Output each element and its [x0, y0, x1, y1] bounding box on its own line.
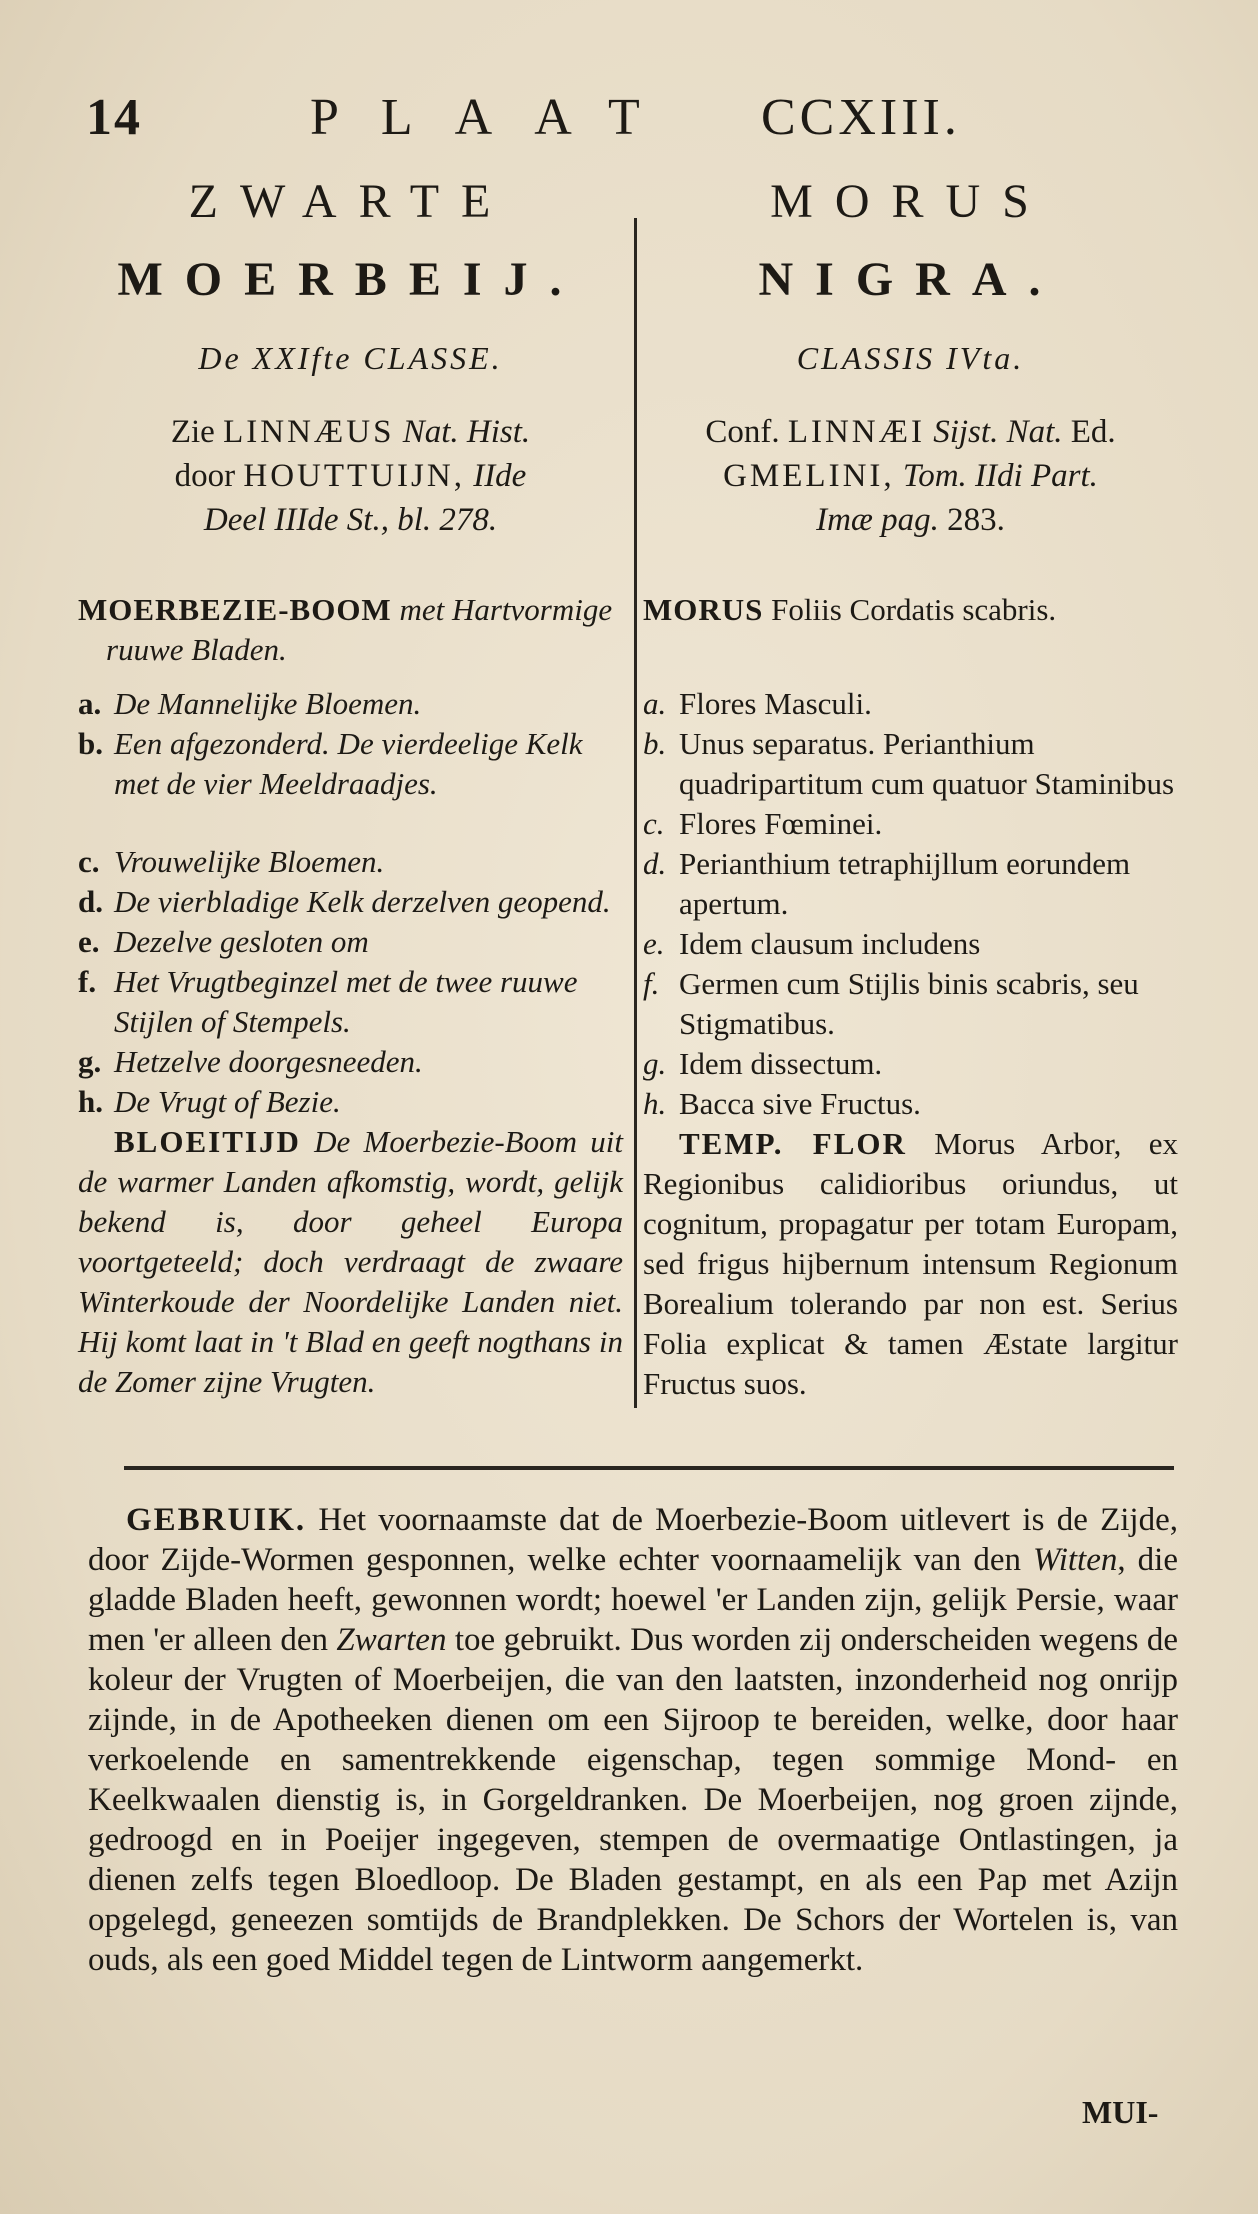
temp-flor-label: TEMP. FLOR [679, 1126, 907, 1161]
latin-item-list [643, 684, 1178, 1124]
horizontal-rule [124, 1466, 1174, 1470]
dutch-title-line1: ZWARTE [188, 175, 513, 228]
desc-rest: met Hartvormige [399, 592, 613, 627]
ref-door: door [174, 458, 236, 494]
ref-nat-hist: Nat. Hist. [402, 414, 531, 450]
list-item: f. Het Vrugtbeginzel met de twee ruuwe Stijlen of Stempels. [78, 964, 578, 1039]
list-item: b. Unus separatus. Perianthium quadripartitum cum quatuor Staminibus [643, 726, 1175, 801]
usage-paragraph [88, 1500, 1178, 1980]
plate-number: CCXIII. [761, 89, 961, 146]
usage-zwarten: Zwarten [336, 1622, 447, 1658]
bloei-label: BLOEITIJD [114, 1124, 301, 1159]
ref-bl: bl. 278. [397, 502, 498, 538]
page-header [78, 88, 978, 158]
dutch-description [78, 590, 623, 670]
latin-flowering-time [643, 1124, 1178, 1404]
usage-text-3: toe gebruikt. Dus worden zij onderscheiden wegens de koleur der Vrugten of Moerbeijen, die van den laatsten, inzonderheid nog onrijp zijnde, in de Apotheeken dienen om een Sijroop te bereiden, welke, door haar verkoelende en samentrekkende eigenschap, tegen sommige Mond- en Keelkwaalen dienstig is, in Gorgeldranken. De Moerbeijen, nog groen zijnde, gedroogd en in Poeijer ingegeven, stempen de overmaatige Ontlastingen, ja dienen zelfs tegen Bloedloop. De Bladen gestampt, en als een Pap met Azijn opgelegd, geneezen somtijds de Brandplekken. De Schors der Wortelen is, van ouds, als een goed Middel tegen de Lintworm aangemerkt. [88, 1622, 1179, 1978]
ref-ed: Ed. [1070, 414, 1116, 450]
ref-houttuijn: HOUTTUIJN, [243, 458, 465, 494]
desc-lead: MORUS [643, 592, 764, 627]
list-item: e. Idem clausum includens [643, 926, 981, 961]
column-divider [634, 218, 637, 1408]
list-item: h. Bacca sive Fructus. [643, 1086, 921, 1121]
ref-zie: Zie [170, 414, 215, 450]
latin-description [643, 590, 1178, 670]
ref-deel: Deel IIIde St., [203, 502, 389, 538]
list-item: b. Een afgezonderd. De vierdeelige Kelk met de vier Meeldraadjes. [78, 726, 583, 801]
page-number: 14 [86, 89, 142, 146]
catchword: MUI- [1082, 2094, 1159, 2130]
ref-linnaei: LINNÆI [787, 414, 925, 450]
latin-classis: CLASSIS IVta. [796, 340, 1025, 376]
list-item: h. De Vrugt of Bezie. [78, 1084, 341, 1119]
list-item: d. Perianthium tetraphijllum eorundem apertum. [643, 846, 1131, 921]
desc-lead: MOERBEZIE-BOOM [78, 592, 392, 627]
ref-deel-ord: IIde [473, 458, 527, 494]
list-item: f. Germen cum Stijlis binis scabris, seu Stigmatibus. [643, 966, 1139, 1041]
plate-label: PLAAT [310, 89, 682, 146]
latin-reference [643, 410, 1178, 542]
dutch-item-list [78, 684, 623, 1122]
latin-title-line2: NIGRA. [758, 253, 1063, 306]
usage-text-1: Het voornaamste dat de Moerbezie-Boom uitlevert is de Zijde, door Zijde-Wormen gesponnen, welke echter voornaamelijk van den [88, 1502, 1178, 1578]
latin-column [643, 170, 1178, 1404]
bloei-text: De Moerbezie-Boom uit de warmer Landen afkomstig, wordt, gelijk bekend is, door geheel Europa voortgeteeld; doch verdraagt de zwaare Winterkoude der Noordelijke Landen niet. Hij komt laat in 't Blad en geeft nogthans in de Zomer zijne Vrugten. [78, 1124, 623, 1399]
desc-rest: Foliis Cordatis scabris. [771, 592, 1057, 627]
desc-cont: ruuwe Bladen. [106, 632, 287, 667]
ref-conf: Conf. [705, 414, 780, 450]
list-item: e. Dezelve gesloten om [78, 924, 369, 959]
list-item: a. Flores Masculi. [643, 686, 872, 721]
usage-witten: Witten [1033, 1542, 1118, 1578]
ref-sijst: Sijst. Nat. [933, 414, 1063, 450]
dutch-title-line2: MOERBEIJ. [117, 253, 584, 306]
dutch-reference [78, 410, 623, 542]
list-item: c. Flores Fœminei. [643, 806, 883, 841]
list-item: g. Idem dissectum. [643, 1046, 883, 1081]
temp-flor-text: Morus Arbor, ex Regionibus calidioribus oriundus, ut cognitum, propagatur per totam Europam, sed frigus hijbernum intensum Regionum Borealium tolerando par non est. Serius Folia explicat & tamen Æstate largitur Fructus suos. [643, 1126, 1178, 1401]
ref-linnaeus: LINNÆUS [223, 414, 395, 450]
ref-pag: 283. [947, 502, 1005, 538]
dutch-classe: De XXIfte CLASSE. [198, 340, 503, 376]
latin-title-line1: MORUS [770, 175, 1051, 228]
usage-label: GEBRUIK. [126, 1502, 307, 1538]
ref-gmelini: GMELINI, [723, 458, 895, 494]
dutch-flowering-time [78, 1122, 623, 1402]
list-item: c. Vrouwelijke Bloemen. [78, 844, 385, 879]
ref-imae: Imæ pag. [816, 502, 939, 538]
dutch-column [78, 170, 623, 1402]
list-item: a. De Mannelijke Bloemen. [78, 686, 422, 721]
list-item: d. De vierbladige Kelk derzelven geopend. [78, 884, 611, 919]
usage-text-2: , die gladde Bladen heeft, gewonnen wordt; hoewel 'er Landen zijn, gelijk Persie, waar men 'er alleen den [88, 1542, 1178, 1658]
ref-tom: Tom. IIdi Part. [902, 458, 1098, 494]
list-item: g. Hetzelve doorgesneeden. [78, 1044, 423, 1079]
